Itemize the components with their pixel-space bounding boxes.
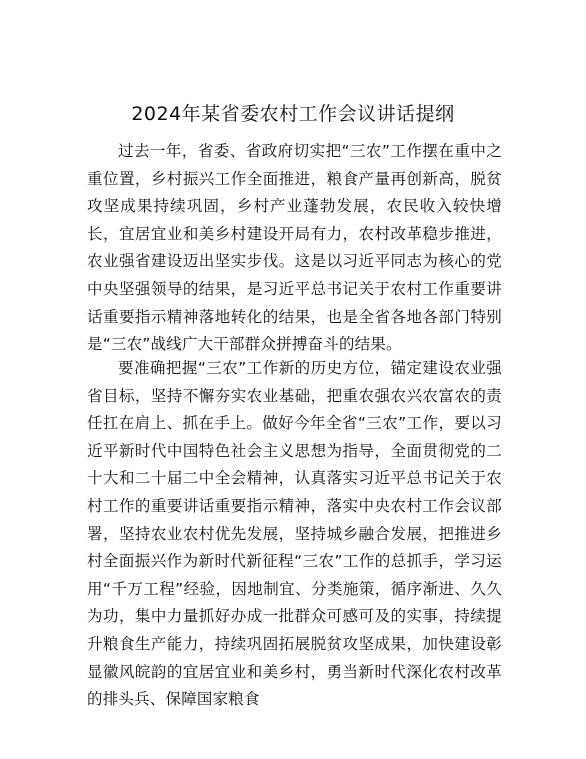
paragraph-2: 要准确把握“三农”工作新的历史方位，锚定建设农业强省目标，坚持不懈夯实农业基础，把重农强农兴农富农的责任扛在肩上、抓在手上。做好今年全省“三农”工作，要以习近平新时代中国特色社会主义思想为指导，全面贯彻党的二十大和二十届二中全会精神，认真落实习近平总书记关于农村工作的重要讲话重要指示精神，落实中央农村工作会议部署，坚持农业农村优先发展，坚持城乡融合发展，把推进乡村全面振兴作为新时代新征程“三农”工作的总抓手，学习运用“千万工程”经验，因地制宜、分类施策，循序渐进、久久为功，集中力量抓好办成一批群众可感可及的实事，持续提升粮食生产能力，持续巩固拓展脱贫攻坚成果，加快建设彰显徽风皖韵的宜居宜业和美乡村，勇当新时代深化农村改革的排头兵、保障国家粮食: [87, 359, 502, 709]
paragraph-1: 过去一年，省委、省政府切实把“三农”工作摆在重中之重位置，乡村振兴工作全面推进，粮食产量再创新高，脱贫攻坚成果持续巩固，乡村产业蓬勃发展，农民收入较快增长，宜居宜业和美乡村建设开局有力，农村改革稳步推进，农业强省建设迈出坚实步伐。这是以习近平同志为核心的党中央坚强领导的结果，是习近平总书记关于农村工作重要讲话重要指示精神落地转化的结果，也是全省各地各部门特别是“三农”战线广大干部群众拼搏奋斗的结果。: [87, 142, 502, 354]
document-title: 2024年某省委农村工作会议讲话提纲: [131, 103, 455, 125]
